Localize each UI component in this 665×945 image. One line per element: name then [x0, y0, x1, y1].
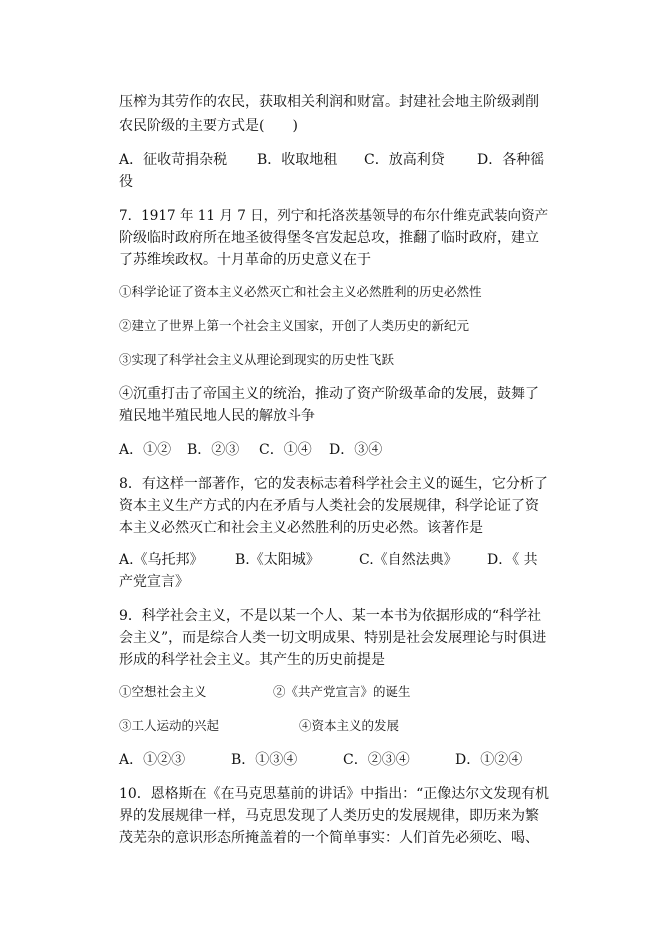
- q8-option-c: C.《自然法典》: [359, 552, 458, 568]
- q9-line-2: 会主义”，而是综合人类一切文明成果、特别是社会发展理论与时俱进: [119, 630, 547, 646]
- q6-option-d-cont: 役: [119, 174, 133, 190]
- q10-line-1: 10．恩格斯在《在马克思墓前的讲话》中指出：“正像达尔文发现有机: [119, 786, 550, 802]
- q6-line-1: 压榨为其劳作的农民，获取相关利润和财富。封建社会地主阶级剥削: [119, 94, 539, 110]
- q8-option-d: D．《 共: [487, 552, 538, 568]
- q6-option-d: D．各种徭: [477, 152, 545, 168]
- q9-line-3: 形成的科学社会主义。其产生的历史前提是: [119, 652, 385, 668]
- q7-option-b: B．②③: [187, 442, 240, 458]
- q7-line-1: 7．1917 年 11 月 7 日，列宁和托洛茨基领导的布尔什维克武装向资产: [119, 208, 549, 224]
- q9-option-b: B．①③④: [231, 752, 298, 768]
- q9-statement-2: ②《共产党宣言》的诞生: [273, 684, 411, 699]
- q10-line-2: 界的发展规律一样，马克思发现了人类历史的发展规律，即历来为繁: [119, 808, 539, 824]
- q8-option-a: A.《乌托邦》: [119, 552, 204, 568]
- q6-line-2: 农民阶级的主要方式是( ): [119, 118, 298, 134]
- q10-line-3: 茂芜杂的意识形态所掩盖着的一个简单事实：人们首先必须吃、喝、: [119, 830, 539, 846]
- q7-line-3: 了苏维埃政权。十月革命的历史意义在于: [119, 252, 371, 268]
- q7-option-d: D．③④: [329, 442, 383, 458]
- q8-option-b: B.《太阳城》: [235, 552, 320, 568]
- q7-statement-2: ②建立了世界上第一个社会主义国家，开创了人类历史的新纪元: [119, 318, 470, 333]
- q8-line-2: 资本主义生产方式的内在矛盾与人类社会的发展规律，科学论证了资: [119, 498, 539, 514]
- q7-statement-3: ③实现了科学社会主义从理论到现实的历史性飞跃: [119, 352, 395, 367]
- q9-option-c: C．②③④: [343, 752, 410, 768]
- q9-statement-3: ③工人运动的兴起: [119, 718, 220, 733]
- q7-statement-4-cont: 殖民地半殖民地人民的解放斗争: [119, 408, 315, 424]
- q7-statement-1: ①科学论证了资本主义必然灭亡和社会主义必然胜利的历史必然性: [119, 284, 482, 299]
- q9-statement-4: ④资本主义的发展: [299, 718, 400, 733]
- q9-option-a: A．①②③: [119, 752, 186, 768]
- q9-statement-1: ①空想社会主义: [119, 684, 207, 699]
- q7-option-c: C．①④: [259, 442, 312, 458]
- q9-option-d: D．①②④: [455, 752, 523, 768]
- q8-line-3: 本主义必然灭亡和社会主义必然胜利的历史必然。该著作是: [119, 520, 483, 536]
- q6-option-b: B．收取地租: [257, 152, 338, 168]
- q8-option-d-cont: 产党宣言》: [119, 574, 189, 590]
- q9-line-1: 9．科学社会主义，不是以某一个人、某一本书为依据形成的“科学社: [119, 608, 542, 624]
- q6-option-a: A．征收苛捐杂税: [119, 152, 228, 168]
- q6-option-c: C．放高利贷: [364, 152, 445, 168]
- q7-line-2: 阶级临时政府所在地圣彼得堡冬宫发起总攻，推翻了临时政府，建立: [119, 230, 539, 246]
- q7-option-a: A．①②: [119, 442, 172, 458]
- q7-statement-4: ④沉重打击了帝国主义的统治，推动了资产阶级革命的发展，鼓舞了: [119, 386, 539, 402]
- q8-line-1: 8．有这样一部著作，它的发表标志着科学社会主义的诞生，它分析了: [119, 476, 548, 492]
